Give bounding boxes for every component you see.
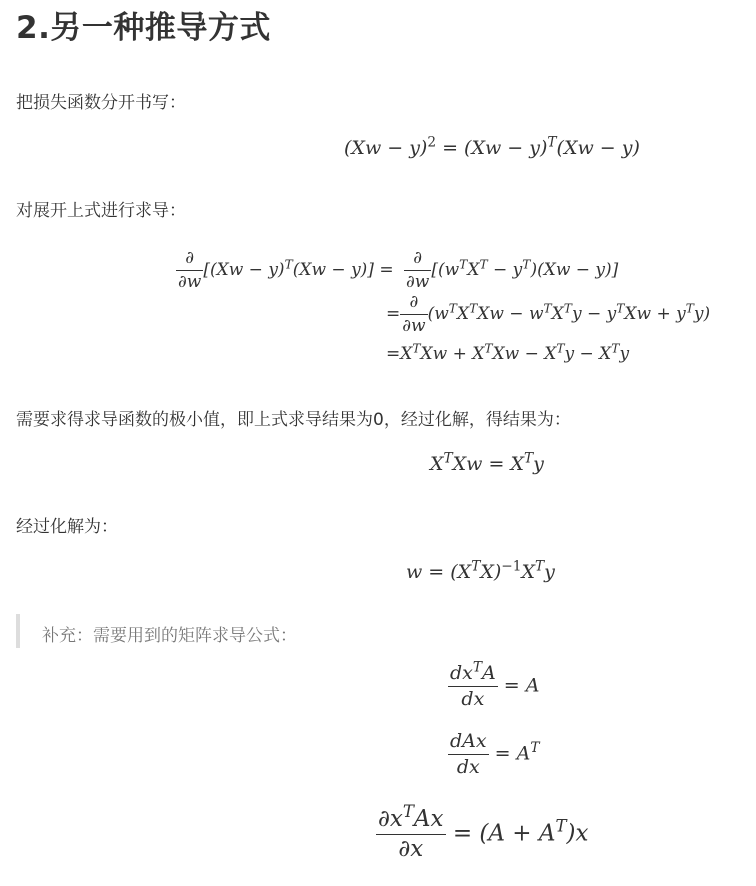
equation-derivation <box>176 250 736 370</box>
eq1-rhs-transpose: T <box>547 134 557 151</box>
derivation-row-2: = $\frac{\partial}{\partial w}$ $(w^TX^TXw - w^TX^Ty - y^TXw + y^Ty)$ <box>386 292 711 336</box>
eq1-lhs-exponent: 2 <box>427 134 437 151</box>
eq1-rhs-b: (Xw − y) <box>556 137 640 159</box>
paragraph-derivative: 对展开上式进行求导： <box>16 201 186 221</box>
equation-rule-2: $\frac{\text{dAx}}{dx}$ = $A^T$ <box>450 730 540 778</box>
eq1-lhs: (Xw − y) <box>344 137 428 159</box>
equation-normal: $X^TXw = X^Ty$ <box>430 450 544 475</box>
equation-loss-expansion <box>344 134 640 159</box>
paragraph-split-loss: 把损失函数分开书写： <box>16 93 186 113</box>
equation-rule-3: $\frac{\partial x^TAx}{\partial x}$ = $(A + A^T)x$ <box>378 801 589 862</box>
derivation-row-1-rhs: $\frac{\partial}{\partial w}$ $[(w^TX^T - y^T)(Xw - y)]$ <box>406 248 619 292</box>
equation-rule-1: $\frac{dx^TA}{dx}$ = A <box>450 659 540 710</box>
derivation-row-3: $=X^TXw + X^TXw - X^Ty - X^Ty$ <box>386 341 630 364</box>
paragraph-minimum: 需要求得求导函数的极小值，即上式求导结果为0，经过化解，得结果为： <box>16 410 571 430</box>
derivation-row-1-lhs: $\frac{\partial}{\partial w}$ $[(Xw - y)^T(Xw - y)]$ = <box>178 248 394 292</box>
note-blockquote <box>16 614 740 648</box>
paragraph-solve: 经过化解为： <box>16 517 118 537</box>
eq1-rhs-a: = (Xw − y) <box>436 137 548 159</box>
note-text: 补充：需要用到的矩阵求导公式： <box>42 626 297 646</box>
partial-fraction: $\frac{\partial}{\partial w}$ <box>178 248 202 292</box>
section-heading: 2.另一种推导方式 <box>16 10 271 46</box>
equation-w-solution: $w = (X^TX)^{-1}X^Ty$ <box>406 558 555 583</box>
